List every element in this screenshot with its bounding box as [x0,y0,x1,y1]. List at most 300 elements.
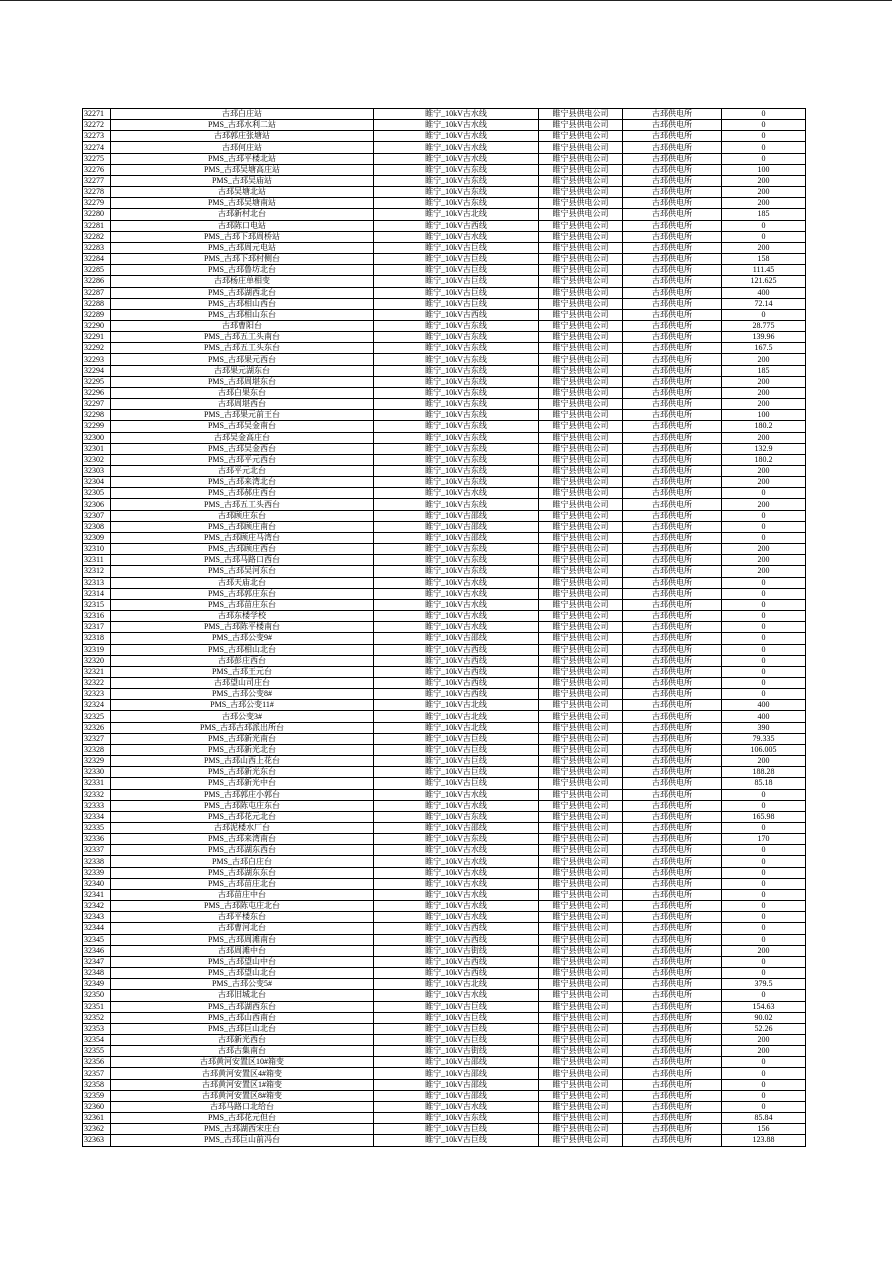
value-cell: 0 [722,1101,806,1112]
station-name-cell: 古邳杨庄单相变 [111,276,374,287]
table-row [83,611,806,622]
supply-station-cell: 古邳供电所 [623,644,722,655]
value-cell: 106.005 [722,744,806,755]
station-name-cell: PMS_古邳巨山前冯台 [111,1135,374,1146]
value-cell: 0 [722,655,806,666]
station-name-cell: PMS_古邳五工头南台 [111,332,374,343]
feeder-line-cell: 睢宁_10kV古西线 [374,309,539,320]
station-name-cell: PMS_古邳新光北台 [111,744,374,755]
supply-station-cell: 古邳供电所 [623,332,722,343]
table-row [83,744,806,755]
supply-station-cell: 古邳供电所 [623,722,722,733]
supply-station-cell: 古邳供电所 [623,410,722,421]
row-id-cell: 32295 [83,376,111,387]
station-name-cell: 古邳望山司庄台 [111,677,374,688]
feeder-line-cell: 睢宁_10kV古水线 [374,488,539,499]
feeder-line-cell: 睢宁_10kV古巨线 [374,298,539,309]
row-id-cell: 32308 [83,521,111,532]
supply-station-cell: 古邳供电所 [623,789,722,800]
table-row [83,767,806,778]
row-id-cell: 32277 [83,175,111,186]
supply-station-cell: 古邳供电所 [623,287,722,298]
feeder-line-cell: 睢宁_10kV古水线 [374,878,539,889]
feeder-line-cell: 睢宁_10kV古巨线 [374,242,539,253]
table-row [83,1079,806,1090]
table-row [83,622,806,633]
row-id-cell: 32311 [83,555,111,566]
station-name-cell: 古邳苗庄中台 [111,889,374,900]
supply-station-cell: 古邳供电所 [623,856,722,867]
feeder-line-cell: 睢宁_10kV古水线 [374,867,539,878]
company-cell: 睢宁县供电公司 [539,432,623,443]
row-id-cell: 32362 [83,1124,111,1135]
table-row [83,309,806,320]
row-id-cell: 32278 [83,187,111,198]
table-row [83,276,806,287]
value-cell: 0 [722,990,806,1001]
station-name-cell: PMS_古邳巨山北台 [111,1023,374,1034]
table-row [83,1135,806,1146]
feeder-line-cell: 睢宁_10kV古邵线 [374,1090,539,1101]
table-row [83,466,806,477]
supply-station-cell: 古邳供电所 [623,164,722,175]
value-cell: 0 [722,510,806,521]
value-cell: 0 [722,633,806,644]
supply-station-cell: 古邳供电所 [623,499,722,510]
station-name-cell: PMS_古邳吴金西台 [111,443,374,454]
table-row [83,488,806,499]
table-row [83,477,806,488]
feeder-line-cell: 睢宁_10kV古水线 [374,588,539,599]
station-name-cell: PMS_古邳花元但台 [111,1113,374,1124]
table-row [83,856,806,867]
value-cell: 0 [722,599,806,610]
supply-station-cell: 古邳供电所 [623,1068,722,1079]
row-id-cell: 32332 [83,789,111,800]
value-cell: 100 [722,164,806,175]
table-row [83,532,806,543]
table-row [83,209,806,220]
table-row [83,901,806,912]
supply-station-cell: 古邳供电所 [623,845,722,856]
feeder-line-cell: 睢宁_10kV古水线 [374,599,539,610]
station-name-cell: PMS_古邳郝庄西台 [111,488,374,499]
table-row [83,298,806,309]
supply-station-cell: 古邳供电所 [623,376,722,387]
value-cell: 0 [722,231,806,242]
row-id-cell: 32279 [83,198,111,209]
row-id-cell: 32341 [83,889,111,900]
table-row [83,722,806,733]
station-name-cell: 古邳黄河安置区1#箱变 [111,1079,374,1090]
row-id-cell: 32336 [83,834,111,845]
station-name-cell: PMS_古邳来湾北台 [111,477,374,488]
table-row [83,1113,806,1124]
company-cell: 睢宁县供电公司 [539,365,623,376]
company-cell: 睢宁县供电公司 [539,254,623,265]
feeder-line-cell: 睢宁_10kV古西线 [374,968,539,979]
station-name-cell: PMS_古邳相山北台 [111,644,374,655]
row-id-cell: 32351 [83,1001,111,1012]
value-cell: 0 [722,845,806,856]
value-cell: 200 [722,756,806,767]
station-name-cell: PMS_古邳新光东台 [111,767,374,778]
feeder-line-cell: 睢宁_10kV古东线 [374,332,539,343]
row-id-cell: 32320 [83,655,111,666]
table-row [83,365,806,376]
table-row [83,399,806,410]
company-cell: 睢宁县供电公司 [539,109,623,120]
table-row [83,577,806,588]
supply-station-cell: 古邳供电所 [623,1124,722,1135]
station-name-cell: 古邳马路口北给台 [111,1101,374,1112]
company-cell: 睢宁县供电公司 [539,231,623,242]
station-name-cell: PMS_古邳新光中台 [111,778,374,789]
row-id-cell: 32323 [83,689,111,700]
supply-station-cell: 古邳供电所 [623,823,722,834]
company-cell: 睢宁县供电公司 [539,399,623,410]
value-cell: 180.2 [722,454,806,465]
supply-station-cell: 古邳供电所 [623,923,722,934]
feeder-line-cell: 睢宁_10kV古水线 [374,622,539,633]
company-cell: 睢宁县供电公司 [539,956,623,967]
station-name-cell: 古邳吴金高庄台 [111,432,374,443]
supply-station-cell: 古邳供电所 [623,421,722,432]
station-name-cell: PMS_古邳五工头西台 [111,499,374,510]
company-cell: 睢宁县供电公司 [539,823,623,834]
company-cell: 睢宁县供电公司 [539,354,623,365]
station-name-cell: PMS_古邳公变9# [111,633,374,644]
supply-station-cell: 古邳供电所 [623,689,722,700]
station-name-cell: PMS_古邳山西南台 [111,1012,374,1023]
feeder-line-cell: 睢宁_10kV古东线 [374,466,539,477]
station-name-cell: PMS_古邳相山西台 [111,298,374,309]
station-name-cell: 古邳黄河安置区10#箱变 [111,1057,374,1068]
supply-station-cell: 古邳供电所 [623,454,722,465]
table-row [83,198,806,209]
value-cell: 167.5 [722,343,806,354]
value-cell: 0 [722,889,806,900]
value-cell: 0 [722,934,806,945]
station-name-cell: 古邳东楼学校 [111,611,374,622]
row-id-cell: 32293 [83,354,111,365]
row-id-cell: 32345 [83,934,111,945]
value-cell: 200 [722,175,806,186]
table-row [83,443,806,454]
company-cell: 睢宁县供电公司 [539,889,623,900]
feeder-line-cell: 睢宁_10kV古水线 [374,901,539,912]
value-cell: 100 [722,410,806,421]
table-row [83,1034,806,1045]
feeder-line-cell: 睢宁_10kV古东线 [374,834,539,845]
table-row [83,889,806,900]
value-cell: 0 [722,120,806,131]
row-id-cell: 32359 [83,1090,111,1101]
value-cell: 0 [722,109,806,120]
supply-station-cell: 古邳供电所 [623,365,722,376]
feeder-line-cell: 睢宁_10kV古西线 [374,956,539,967]
feeder-line-cell: 睢宁_10kV古邵线 [374,532,539,543]
company-cell: 睢宁县供电公司 [539,1090,623,1101]
value-cell: 200 [722,354,806,365]
company-cell: 睢宁县供电公司 [539,622,623,633]
station-name-cell: PMS_古邳苗庄东台 [111,599,374,610]
table-row [83,254,806,265]
value-cell: 0 [722,666,806,677]
row-id-cell: 32353 [83,1023,111,1034]
feeder-line-cell: 睢宁_10kV古东线 [374,566,539,577]
station-name-cell: PMS_古邳湖西北台 [111,287,374,298]
company-cell: 睢宁县供电公司 [539,510,623,521]
row-id-cell: 32303 [83,466,111,477]
company-cell: 睢宁县供电公司 [539,1001,623,1012]
value-cell: 170 [722,834,806,845]
feeder-line-cell: 睢宁_10kV古东线 [374,187,539,198]
row-id-cell: 32282 [83,231,111,242]
station-name-cell: PMS_古邳花元北台 [111,811,374,822]
supply-station-cell: 古邳供电所 [623,622,722,633]
feeder-line-cell: 睢宁_10kV古东线 [374,421,539,432]
company-cell: 睢宁县供电公司 [539,588,623,599]
company-cell: 睢宁县供电公司 [539,901,623,912]
station-name-cell: PMS_古邳五工头东台 [111,343,374,354]
value-cell: 90.02 [722,1012,806,1023]
value-cell: 85.84 [722,1113,806,1124]
table-row [83,1057,806,1068]
row-id-cell: 32339 [83,867,111,878]
value-cell: 0 [722,878,806,889]
supply-station-cell: 古邳供电所 [623,655,722,666]
table-row [83,354,806,365]
station-name-cell: 古邳黄河安置区8#箱变 [111,1090,374,1101]
value-cell: 158 [722,254,806,265]
row-id-cell: 32284 [83,254,111,265]
supply-station-cell: 古邳供电所 [623,187,722,198]
supply-station-cell: 古邳供电所 [623,711,722,722]
transformer-table [82,108,806,1147]
station-name-cell: PMS_古邳陈平楼南台 [111,622,374,633]
feeder-line-cell: 睢宁_10kV古东线 [374,443,539,454]
feeder-line-cell: 睢宁_10kV古邵线 [374,1057,539,1068]
supply-station-cell: 古邳供电所 [623,767,722,778]
value-cell: 188.28 [722,767,806,778]
row-id-cell: 32316 [83,611,111,622]
station-name-cell: PMS_古邳郭庄小郭台 [111,789,374,800]
feeder-line-cell: 睢宁_10kV古水线 [374,109,539,120]
row-id-cell: 32289 [83,309,111,320]
station-name-cell: PMS_古邳公变11# [111,700,374,711]
station-name-cell: 古邳果元湖东台 [111,365,374,376]
supply-station-cell: 古邳供电所 [623,220,722,231]
row-id-cell: 32328 [83,744,111,755]
value-cell: 0 [722,1079,806,1090]
supply-station-cell: 古邳供电所 [623,320,722,331]
company-cell: 睢宁县供电公司 [539,131,623,142]
station-name-cell: PMS_古邳苗庄北台 [111,878,374,889]
value-cell: 85.18 [722,778,806,789]
value-cell: 139.96 [722,332,806,343]
feeder-line-cell: 睢宁_10kV古东线 [374,544,539,555]
feeder-line-cell: 睢宁_10kV古水线 [374,845,539,856]
supply-station-cell: 古邳供电所 [623,979,722,990]
company-cell: 睢宁县供电公司 [539,120,623,131]
value-cell: 200 [722,242,806,253]
value-cell: 200 [722,1034,806,1045]
supply-station-cell: 古邳供电所 [623,175,722,186]
station-name-cell: PMS_古邳鲁坊北台 [111,265,374,276]
table-row [83,544,806,555]
feeder-line-cell: 睢宁_10kV古巨线 [374,287,539,298]
table-row [83,421,806,432]
row-id-cell: 32313 [83,577,111,588]
company-cell: 睢宁县供电公司 [539,834,623,845]
feeder-line-cell: 睢宁_10kV古街线 [374,1046,539,1057]
company-cell: 睢宁县供电公司 [539,343,623,354]
station-name-cell: PMS_古邳吴河东台 [111,566,374,577]
feeder-line-cell: 睢宁_10kV古东线 [374,410,539,421]
feeder-line-cell: 睢宁_10kV古水线 [374,611,539,622]
table-row [83,588,806,599]
row-id-cell: 32360 [83,1101,111,1112]
company-cell: 睢宁县供电公司 [539,298,623,309]
row-id-cell: 32272 [83,120,111,131]
value-cell: 0 [722,789,806,800]
value-cell: 0 [722,1057,806,1068]
row-id-cell: 32361 [83,1113,111,1124]
table-row [83,242,806,253]
row-id-cell: 32340 [83,878,111,889]
value-cell: 200 [722,432,806,443]
station-name-cell: 古邳平元北台 [111,466,374,477]
row-id-cell: 32280 [83,209,111,220]
supply-station-cell: 古邳供电所 [623,254,722,265]
supply-station-cell: 古邳供电所 [623,1113,722,1124]
row-id-cell: 32275 [83,153,111,164]
value-cell: 200 [722,544,806,555]
supply-station-cell: 古邳供电所 [623,432,722,443]
feeder-line-cell: 睢宁_10kV古巨线 [374,1001,539,1012]
row-id-cell: 32317 [83,622,111,633]
value-cell: 390 [722,722,806,733]
value-cell: 200 [722,499,806,510]
supply-station-cell: 古邳供电所 [623,744,722,755]
supply-station-cell: 古邳供电所 [623,956,722,967]
row-id-cell: 32348 [83,968,111,979]
station-name-cell: 古邳周滩中台 [111,945,374,956]
table-row [83,175,806,186]
station-name-cell: PMS_古邳湖东东台 [111,867,374,878]
supply-station-cell: 古邳供电所 [623,309,722,320]
feeder-line-cell: 睢宁_10kV古水线 [374,856,539,867]
station-name-cell: 古邳泥楼水厂台 [111,823,374,834]
row-id-cell: 32290 [83,320,111,331]
company-cell: 睢宁县供电公司 [539,990,623,1001]
company-cell: 睢宁县供电公司 [539,164,623,175]
row-id-cell: 32304 [83,477,111,488]
table-row [83,800,806,811]
value-cell: 0 [722,867,806,878]
table-row [83,432,806,443]
table-body [83,109,806,1147]
supply-station-cell: 古邳供电所 [623,945,722,956]
supply-station-cell: 古邳供电所 [623,242,722,253]
station-name-cell: PMS_古邳平元西台 [111,454,374,465]
row-id-cell: 32357 [83,1068,111,1079]
value-cell: 0 [722,532,806,543]
station-name-cell: PMS_古邳顾庄西台 [111,544,374,555]
company-cell: 睢宁县供电公司 [539,867,623,878]
value-cell: 0 [722,142,806,153]
row-id-cell: 32306 [83,499,111,510]
station-name-cell: PMS_古邳陈屯庄东台 [111,800,374,811]
table-row [83,231,806,242]
row-id-cell: 32349 [83,979,111,990]
company-cell: 睢宁县供电公司 [539,1135,623,1146]
row-id-cell: 32344 [83,923,111,934]
supply-station-cell: 古邳供电所 [623,1012,722,1023]
table-row [83,1090,806,1101]
row-id-cell: 32358 [83,1079,111,1090]
row-id-cell: 32309 [83,532,111,543]
company-cell: 睢宁县供电公司 [539,1046,623,1057]
value-cell: 0 [722,689,806,700]
company-cell: 睢宁县供电公司 [539,153,623,164]
feeder-line-cell: 睢宁_10kV古西线 [374,644,539,655]
company-cell: 睢宁县供电公司 [539,443,623,454]
table-row [83,834,806,845]
value-cell: 200 [722,555,806,566]
row-id-cell: 32274 [83,142,111,153]
table-row [83,677,806,688]
station-name-cell: PMS_古邳白庄台 [111,856,374,867]
station-name-cell: PMS_古邳下邳周桥站 [111,231,374,242]
supply-station-cell: 古邳供电所 [623,834,722,845]
company-cell: 睢宁县供电公司 [539,800,623,811]
company-cell: 睢宁县供电公司 [539,544,623,555]
row-id-cell: 32354 [83,1034,111,1045]
table-row [83,510,806,521]
station-name-cell: PMS_古邳湖东西台 [111,845,374,856]
row-id-cell: 32326 [83,722,111,733]
station-name-cell: 古邳新光西台 [111,1034,374,1045]
table-row [83,343,806,354]
station-name-cell: PMS_古邳湖西东台 [111,1001,374,1012]
supply-station-cell: 古邳供电所 [623,1023,722,1034]
table-row [83,142,806,153]
row-id-cell: 32283 [83,242,111,253]
supply-station-cell: 古邳供电所 [623,131,722,142]
company-cell: 睢宁县供电公司 [539,811,623,822]
row-id-cell: 32285 [83,265,111,276]
supply-station-cell: 古邳供电所 [623,399,722,410]
supply-station-cell: 古邳供电所 [623,153,722,164]
value-cell: 0 [722,1090,806,1101]
supply-station-cell: 古邳供电所 [623,934,722,945]
table-row [83,811,806,822]
supply-station-cell: 古邳供电所 [623,566,722,577]
feeder-line-cell: 睢宁_10kV古东线 [374,387,539,398]
value-cell: 0 [722,220,806,231]
row-id-cell: 32329 [83,756,111,767]
supply-station-cell: 古邳供电所 [623,599,722,610]
station-name-cell: PMS_古邳公变8# [111,689,374,700]
feeder-line-cell: 睢宁_10kV古西线 [374,220,539,231]
table-row [83,945,806,956]
feeder-line-cell: 睢宁_10kV古东线 [374,1113,539,1124]
supply-station-cell: 古邳供电所 [623,778,722,789]
feeder-line-cell: 睢宁_10kV古东线 [374,343,539,354]
station-name-cell: 古邳公变3# [111,711,374,722]
